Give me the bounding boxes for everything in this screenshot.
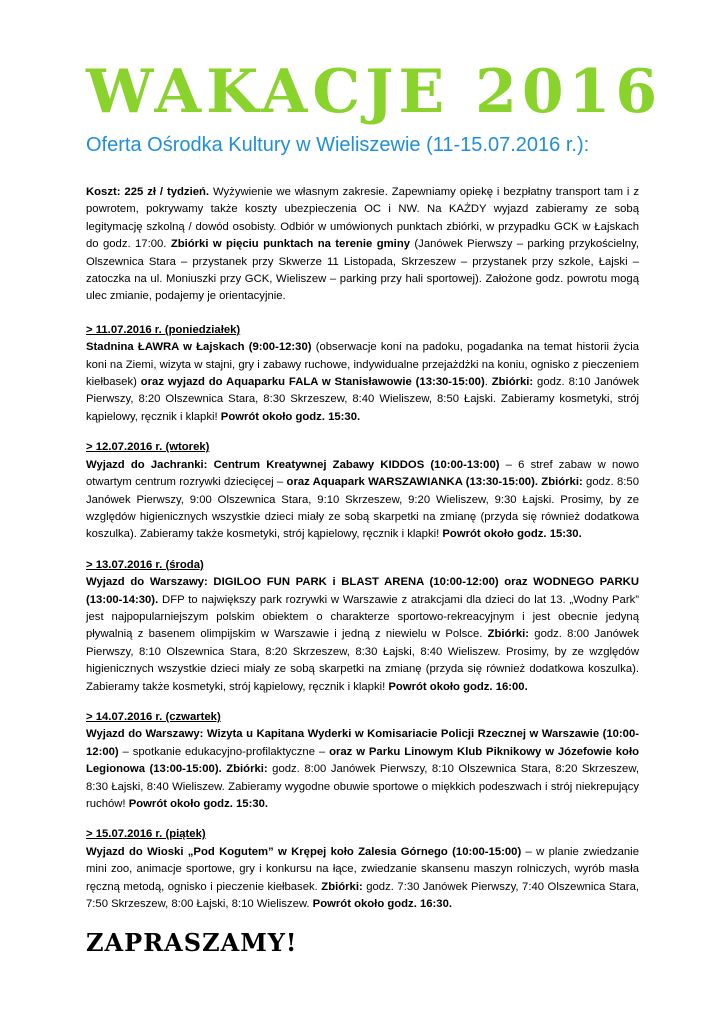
day-description (86, 726, 639, 813)
day-highlight-text: Powrót około godz. 15:30. (128, 798, 269, 810)
days-list (86, 322, 639, 914)
day-text: godz. 8:00 Janówek Pierwszy, 8:10 Olszewnica Stara, 8:20 Skrzeszew, 8:30 Łajski, 8:40 Wieliszew. Zabieramy wygodne obuwie sportowe o miękkich podeszwach i strój niekrepujący ruchów! (86, 763, 639, 810)
day-highlight-text: Zbiórki: (487, 628, 530, 641)
day-highlight-text: Zbiórki: (321, 880, 363, 893)
day-text: – w planie zwiedzanie mini zoo, animacje sportowe, gry i konkursu na łące, zwiedzanie skansenu maszyn rolniczych, wyrób masła ręczną metodą, ognisko i pieczenie kiełbasek. (86, 845, 639, 893)
day-highlight-text: Wyjazd do Wioski „Pod Kogutem” w Krępej koło Zalesia Górnego (10:00-15:00) (86, 845, 522, 858)
intro-text-a: Wyżywienie we własnym zakresie. Zapewniamy opiekę i bezpłatny transport tam i z powrotem, pokrywamy także koszty ubezpieczenia OC i NW. Na KAŻDY wyjazd zabieramy ze sobą legitymację szkolną / dowód osobisty. Odbiór w umówionych punktach zbiórki, w przypadku GCK w Łajskach do godz. 17:00. (86, 186, 639, 251)
day-highlight-text: Powrót około godz. 16:00. (388, 680, 528, 693)
day-header: > 12.07.2016 r. (wtorek) (86, 441, 210, 454)
day-text: (obserwacje koni na padoku, pogadanka na temat historii życia koni na Ziemi, wizyta w stajni, gry i zabawy ruchowe, indywidualne przejażdżki na koniu, ognisko z pieczeniem kiełbasek) (86, 341, 639, 389)
pickup-label: Zbiórki w pięciu punktach na terenie gminy (170, 238, 411, 251)
day-header: > 14.07.2016 r. (czwartek) (86, 710, 221, 723)
day-header: > 15.07.2016 r. (piątek) (86, 828, 206, 841)
day-highlight-text: Wyjazd do Jachranki: Centrum Kreatywnej Zabawy KIDDOS (10:00-13:00) (86, 458, 500, 471)
cost-label: Koszt: 225 zł / tydzień. (86, 186, 210, 198)
day-description (86, 457, 639, 544)
day-header: > 13.07.2016 r. (środa) (86, 558, 204, 571)
intro-text-b: (Janówek Pierwszy – parking przykościelny, Olszewnica Stara – przystanek przy Skwerze 11 Listopada, Skrzeszew – przystanek przy szkole, Łajski – zatoczka na ul. Moniuszki przy GCK, Wieliszew – parking przy hali sportowej). Założone godz. powrotu mogą ulec zmianie, podajemy je orientacyjnie. (86, 238, 639, 303)
document-body (86, 184, 639, 926)
day-highlight-text: oraz wyjazd do Aquaparku FALA w Stanisławowie (13:30-15:00) (140, 376, 485, 389)
day-section (86, 709, 639, 813)
page-title: WAKACJE 2016 (86, 57, 663, 127)
closing-invitation: ZAPRASZAMY! (86, 928, 298, 957)
day-text: – spotkanie edukacyjno-profilaktyczne – (118, 745, 330, 758)
day-header: > 11.07.2016 r. (poniedziałek) (86, 323, 241, 336)
day-description (86, 844, 639, 914)
page-subtitle: Oferta Ośrodka Kultury w Wieliszewie (11-15.07.2016 r.): (86, 134, 590, 156)
day-highlight-text: Wyjazd do Warszawy: DIGILOO FUN PARK i BLAST ARENA (10:00-12:00) oraz WODNEGO PARKU (13:00-14:30). (86, 576, 639, 606)
day-section (86, 557, 639, 696)
day-section (86, 826, 639, 913)
day-highlight-text: Powrót około godz. 15:30. (220, 410, 361, 423)
day-description (86, 339, 639, 426)
day-text: DFP to największy park rozrywki w Warszawie z atrakcjami dla dzieci do lat 13. „Wodny Park” jest najpopularniejszym polskim obiektem o charakterze sportowo-rekreacyjnym i jest obecnie jedyną pływalnią z basenem olimpijskim w Warszawie i jedną z niewielu w Polsce. (86, 593, 639, 641)
day-text: godz. 8:00 Janówek Pierwszy, 8:10 Olszewnica Stara, 8:20 Skrzeszew, 8:30 Łajski, 8:40 Wieliszew. Prosimy, by ze względów higienicznych wszystkie dzieci miały ze sobą skarpetki na zmianę (przyda się również dodatkowa koszulka). Zabieramy także kosmetyki, strój kąpielowy, ręcznik i klapki! (86, 628, 639, 693)
day-highlight-text: Zbiórki: (491, 376, 534, 389)
day-text: . (484, 376, 492, 389)
day-text: – 6 stref zabaw w nowo otwartym centrum rozrywki dziecięcej – (86, 458, 639, 489)
day-section (86, 439, 639, 543)
day-section (86, 322, 639, 426)
day-highlight-text: oraz Aquapark WARSZAWIANKA (13:30-15:00). Zbiórki: (286, 476, 583, 489)
day-text: godz. 7:30 Janówek Pierwszy, 7:40 Olszewnica Stara, 7:50 Skrzeszew, 8:00 Łajski, 8:10 Wieliszew. (86, 880, 639, 911)
intro-paragraph (86, 184, 639, 306)
day-text: godz. 8:10 Janówek Pierwszy, 8:20 Olszewnica Stara, 8:30 Skrzeszew, 8:40 Wieliszew, 8:50 Łajski. Zabieramy kosmetyki, strój kąpielowy, ręcznik i klapki! (86, 376, 640, 423)
day-highlight-text: Wyjazd do Warszawy: Wizyta u Kapitana Wyderki w Komisariacie Policji Rzecznej w Warszawie (10:00-12:00) (86, 728, 639, 758)
day-highlight-text: Powrót około godz. 16:30. (312, 898, 453, 911)
day-description (86, 574, 639, 696)
day-text: godz. 8:50 Janówek Pierwszy, 9:00 Olszewnica Stara, 9:10 Skrzeszew, 9:20 Wieliszew, 9:30 Łajski. Prosimy, by ze względów higienicznych wszystkie dzieci miały ze sobą skarpetki na zmianę (przyda się również dodatkowa koszulka). Zabieramy także kosmetyki, strój kąpielowy, ręcznik i klapki! (86, 476, 639, 541)
day-highlight-text: Powrót około godz. 15:30. (442, 528, 582, 541)
day-highlight-text: oraz w Parku Linowym Klub Piknikowy w Józefowie koło Legionowa (13:00-15:00). Zbiórki: (86, 745, 639, 776)
day-highlight-text: Stadnina ŁAWRA w Łajskach (9:00-12:30) (86, 341, 312, 354)
